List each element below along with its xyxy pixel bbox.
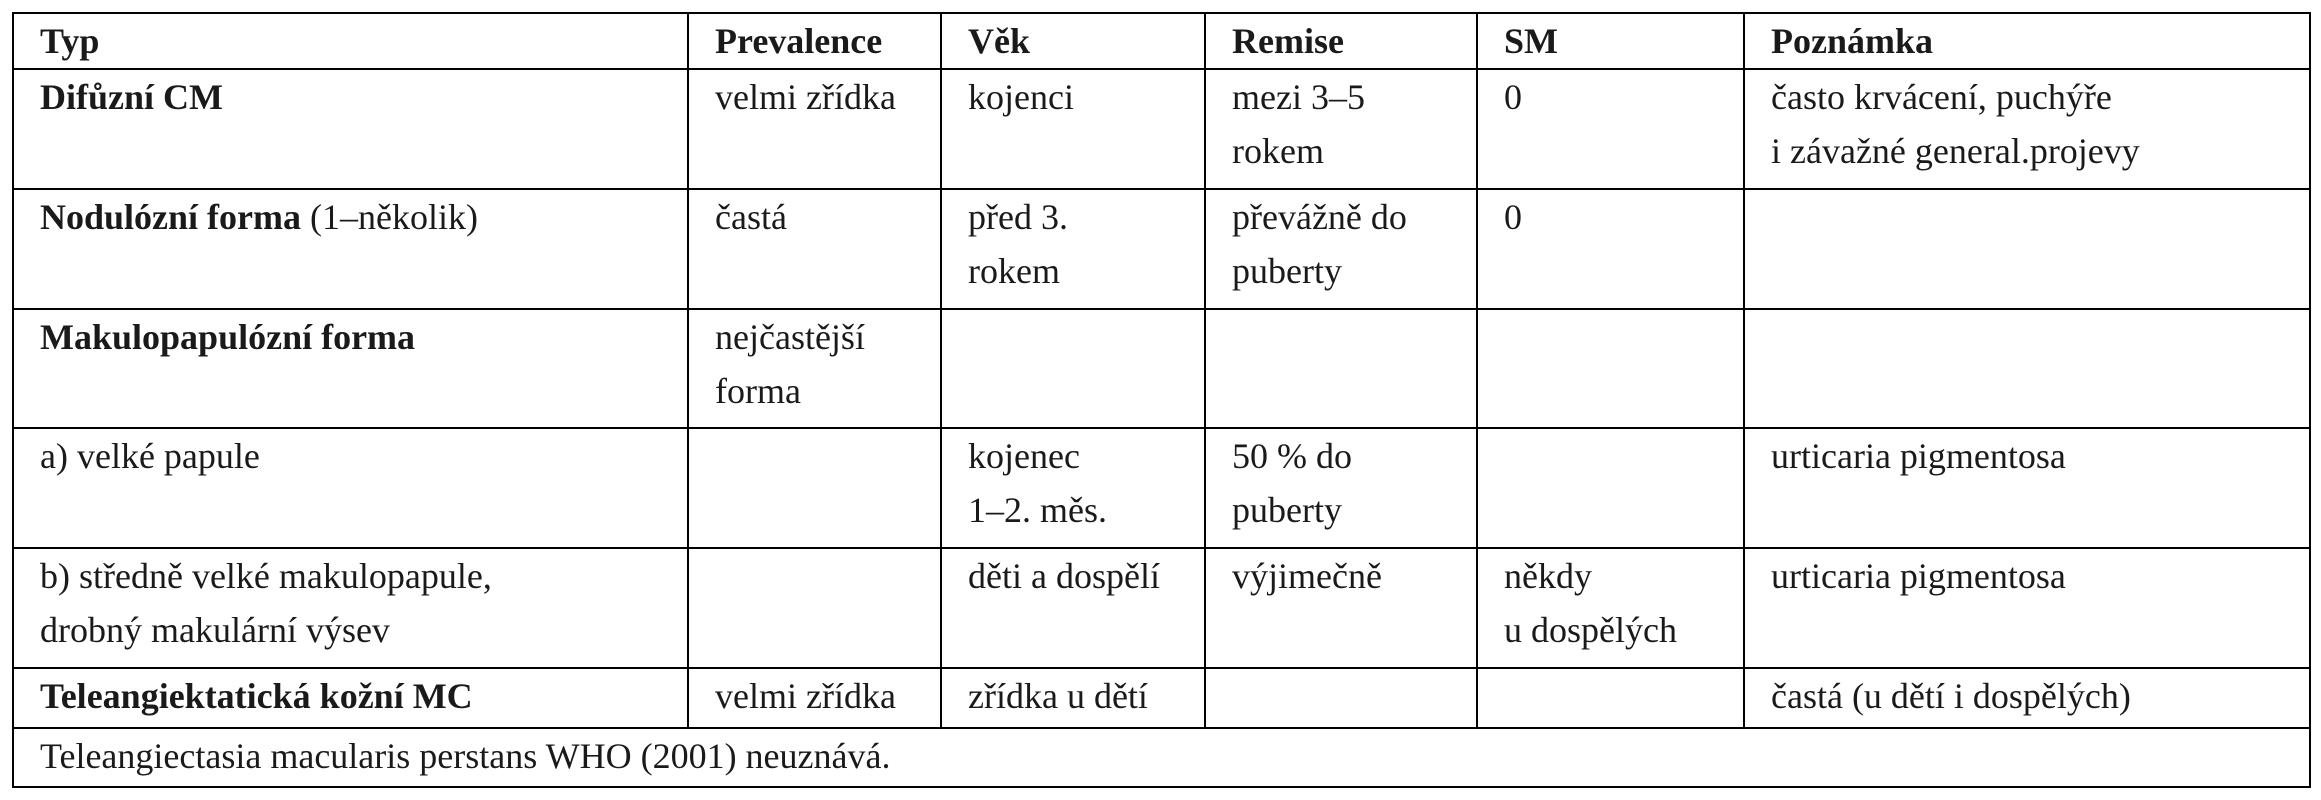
table-footnote: Teleangiectasia macularis perstans WHO (2001) neuznává. — [13, 728, 2310, 787]
cell-remise: výjimečně — [1205, 548, 1477, 668]
header-typ: Typ — [13, 13, 688, 69]
cell-remise — [1205, 668, 1477, 727]
cell-poznamka: častá (u dětí i dospělých) — [1744, 668, 2310, 727]
cell-typ-bold: Nodulózní forma — [40, 196, 301, 237]
cell-remise — [1205, 309, 1477, 429]
cell-typ — [13, 69, 688, 189]
cell-prevalence: velmi zřídka — [688, 668, 941, 727]
header-remise: Remise — [1205, 13, 1477, 69]
cell-sm — [1477, 668, 1744, 727]
cell-typ — [13, 548, 688, 668]
cell-vek: kojenci — [941, 69, 1205, 189]
table-row — [13, 309, 2310, 429]
header-prevalence: Prevalence — [688, 13, 941, 69]
cell-vek: děti a dospělí — [941, 548, 1205, 668]
cell-prevalence: častá — [688, 189, 941, 309]
cell-poznamka: urticaria pigmentosa — [1744, 428, 2310, 548]
cell-vek: kojenec 1–2. měs. — [941, 428, 1205, 548]
cell-typ — [13, 309, 688, 429]
table-row — [13, 548, 2310, 668]
cell-typ — [13, 668, 688, 727]
cell-sm: někdy u dospělých — [1477, 548, 1744, 668]
cell-vek — [941, 309, 1205, 429]
cell-typ-rest: a) velké papule — [40, 436, 260, 477]
table-row — [13, 189, 2310, 309]
table-row — [13, 668, 2310, 727]
cell-poznamka — [1744, 309, 2310, 429]
cell-sm: 0 — [1477, 69, 1744, 189]
cell-prevalence — [688, 548, 941, 668]
cell-poznamka: urticaria pigmentosa — [1744, 548, 2310, 668]
table-row — [13, 428, 2310, 548]
mastocytosis-table — [12, 12, 2311, 788]
cell-prevalence: velmi zřídka — [688, 69, 941, 189]
cell-typ-bold: Teleangiektatická kožní MC — [40, 676, 473, 717]
cell-typ — [13, 428, 688, 548]
cell-typ-rest: b) středně velké makulopapule, drobný makulární výsev — [40, 556, 492, 651]
header-vek: Věk — [941, 13, 1205, 69]
cell-poznamka: často krvácení, puchýře i závažné general.projevy — [1744, 69, 2310, 189]
cell-sm — [1477, 428, 1744, 548]
cell-vek: zřídka u dětí — [941, 668, 1205, 727]
cell-vek: před 3. rokem — [941, 189, 1205, 309]
cell-remise: mezi 3–5 rokem — [1205, 69, 1477, 189]
header-row — [13, 13, 2310, 69]
table-row — [13, 69, 2310, 189]
header-sm: SM — [1477, 13, 1744, 69]
cell-typ-bold: Makulopapulózní forma — [40, 316, 416, 357]
cell-typ — [13, 189, 688, 309]
cell-prevalence — [688, 428, 941, 548]
footnote-row — [13, 728, 2310, 787]
cell-remise: převážně do puberty — [1205, 189, 1477, 309]
cell-sm — [1477, 309, 1744, 429]
cell-poznamka — [1744, 189, 2310, 309]
cell-sm: 0 — [1477, 189, 1744, 309]
cell-typ-rest: (1–několik) — [301, 196, 478, 237]
cell-typ-bold: Difůzní CM — [40, 77, 223, 117]
header-poznamka: Poznámka — [1744, 13, 2310, 69]
cell-prevalence: nejčastější forma — [688, 309, 941, 429]
cell-remise: 50 % do puberty — [1205, 428, 1477, 548]
